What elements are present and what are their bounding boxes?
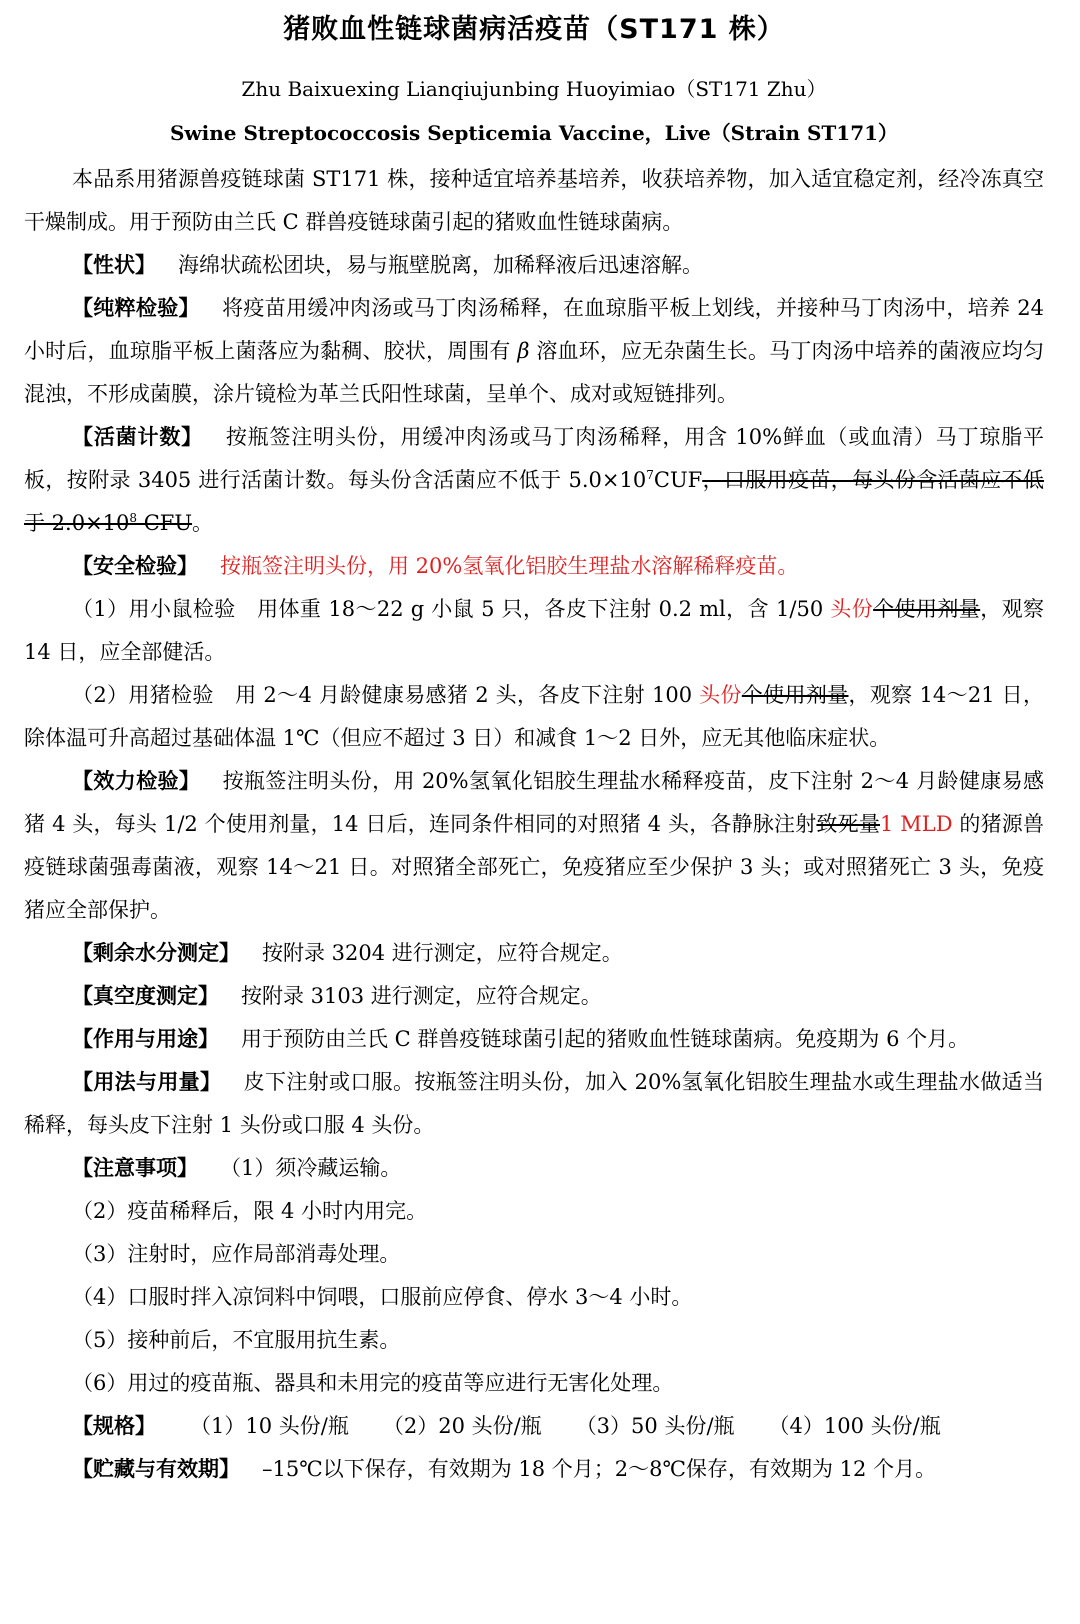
struck-oral-text-a: ，口服用疫苗，每头份含活菌应不低于 2.0×10 bbox=[24, 468, 1045, 535]
spec-item: （2）20 头份/瓶 bbox=[382, 1414, 542, 1438]
vacuum-section bbox=[24, 975, 1044, 1018]
potency-section bbox=[24, 760, 1044, 932]
pig-red-text: 头份 bbox=[699, 683, 742, 707]
mouse-text-b: ，观察 14 日，应全部健活。 bbox=[24, 597, 1045, 664]
viable-count-section bbox=[24, 416, 1044, 545]
mouse-struck-text: 个使用剂量 bbox=[873, 597, 981, 621]
precaution-item: （4）口服时拌入凉饲料中饲喂，口服前应停食、停水 3～4 小时。 bbox=[72, 1285, 693, 1309]
viable-count-label: 【活菌计数】 bbox=[72, 425, 203, 449]
intro-paragraph: 本品系用猪源兽疫链球菌 ST171 株，接种适宜培养基培养，收获培养物，加入适宜稳定剂，经冷冻真空干燥制成。用于预防由兰氏 C 群兽疫链球菌引起的猪败血性链球菌病。 bbox=[24, 167, 1044, 234]
storage-section bbox=[24, 1448, 1044, 1491]
safety-pig-test bbox=[24, 674, 1044, 760]
mouse-text-a: （1）用小鼠检验 用体重 18～22 g 小鼠 5 只，各皮下注射 0.2 ml，含 1/50 bbox=[72, 597, 831, 621]
purity-text-b: 溶血环，应无杂菌生长。马丁肉汤中培养的菌液应均匀混浊，不形成菌膜，涂片镜检为革兰氏阳性球菌，呈单个、成对或短链排列。 bbox=[24, 339, 1044, 406]
potency-text-b: 的猪源兽疫链球菌强毒菌液，观察 14～21 日。对照猪全部死亡，免疫猪应至少保护 3 头；或对照猪死亡 3 头，免疫猪应全部保护。 bbox=[24, 812, 1045, 922]
safety-red-text: 按瓶签注明头份，用 20%氢氧化铝胶生理盐水溶解稀释疫苗。 bbox=[220, 554, 799, 578]
exponent-8: 8 bbox=[129, 511, 138, 525]
spec-item: （1）10 头份/瓶 bbox=[190, 1414, 349, 1438]
viable-count-unit: CUF bbox=[653, 468, 703, 492]
pig-text-b: ，观察 14～21 日，除体温可升高超过基础体温 1℃（但应不超过 3 日）和减食 1～2 日外，应无其他临床症状。 bbox=[24, 683, 1045, 750]
purity-section bbox=[24, 287, 1044, 416]
exponent-7: 7 bbox=[646, 468, 654, 482]
precautions-label: 【注意事项】 bbox=[72, 1156, 198, 1180]
dosage-label: 【用法与用量】 bbox=[72, 1070, 222, 1094]
spec-item: （3）50 头份/瓶 bbox=[575, 1414, 735, 1438]
purity-label: 【纯粹检验】 bbox=[72, 296, 200, 320]
viable-count-text: 按瓶签注明头份，用缓冲肉汤或马丁肉汤稀释，用含 10%鲜血（或血清）马丁琼脂平板，按附录 3405 进行活菌计数。每头份含活菌应不低于 5.0×10 bbox=[24, 425, 1044, 492]
potency-text-a: 按瓶签注明头份，用 20%氢氧化铝胶生理盐水稀释疫苗，皮下注射 2～4 月龄健康易感猪 4 头，每头 1/2 个使用剂量，14 日后，连同条件相同的对照猪 4 头，各静脉注射 bbox=[24, 769, 1045, 836]
dosage-text: 皮下注射或口服。按瓶签注明头份，加入 20%氢氧化铝胶生理盐水或生理盐水做适当稀释，每头皮下注射 1 头份或口服 4 头份。 bbox=[24, 1070, 1045, 1137]
vacuum-label: 【真空度测定】 bbox=[72, 984, 219, 1008]
viable-count-end: 。 bbox=[192, 511, 214, 535]
precaution-item: （1）须冷藏运输。 bbox=[220, 1156, 402, 1180]
safety-section bbox=[24, 545, 1044, 588]
safety-label: 【安全检验】 bbox=[72, 554, 198, 578]
safety-mouse-test bbox=[24, 588, 1044, 674]
english-title: Swine Streptococcosis Septicemia Vaccine，Live（Strain ST171） bbox=[169, 121, 899, 145]
storage-text: –15℃以下保存，有效期为 18 个月；2～8℃保存，有效期为 12 个月。 bbox=[262, 1457, 937, 1481]
precaution-item: （6）用过的疫苗瓶、器具和未用完的疫苗等应进行无害化处理。 bbox=[72, 1371, 674, 1395]
purity-text-a: 将疫苗用缓冲肉汤或马丁肉汤稀释，在血琼脂平板上划线，并接种马丁肉汤中，培养 24 小时后，血琼脂平板上菌落应为黏稠、胶状，周围有 bbox=[24, 296, 1044, 363]
pig-struck-text: 个使用剂量 bbox=[741, 683, 849, 707]
struck-oral-unit: CFU bbox=[137, 511, 193, 535]
precaution-item: （2）疫苗稀释后，限 4 小时内用完。 bbox=[72, 1199, 428, 1223]
moisture-label: 【剩余水分测定】 bbox=[72, 941, 240, 965]
usage-text: 用于预防由兰氏 C 群兽疫链球菌引起的猪败血性链球菌病。免疫期为 6 个月。 bbox=[241, 1027, 970, 1051]
storage-label: 【贮藏与有效期】 bbox=[72, 1457, 240, 1481]
precaution-item: （5）接种前后，不宜服用抗生素。 bbox=[72, 1328, 401, 1352]
properties-text: 海绵状疏松团块，易与瓶壁脱离，加稀释液后迅速溶解。 bbox=[178, 253, 703, 277]
vacuum-text: 按附录 3103 进行测定，应符合规定。 bbox=[241, 984, 602, 1008]
pig-text-a: （2）用猪检验 用 2～4 月龄健康易感猪 2 头，各皮下注射 100 bbox=[72, 683, 700, 707]
specs-section bbox=[24, 1405, 1044, 1448]
properties-label: 【性状】 bbox=[72, 253, 156, 277]
specs-label: 【规格】 bbox=[72, 1414, 156, 1438]
document-title: 猪败血性链球菌病活疫苗（ST171 株） bbox=[283, 14, 785, 45]
potency-label: 【效力检验】 bbox=[72, 769, 201, 793]
usage-label: 【作用与用途】 bbox=[72, 1027, 219, 1051]
spec-item: （4）100 头份/瓶 bbox=[768, 1414, 941, 1438]
precaution-item: （3）注射时，应作局部消毒处理。 bbox=[72, 1242, 401, 1266]
moisture-text: 按附录 3204 进行测定，应符合规定。 bbox=[262, 941, 623, 965]
properties-section bbox=[24, 244, 1044, 287]
precautions-section bbox=[24, 1147, 1044, 1190]
usage-section bbox=[24, 1018, 1044, 1061]
pinyin-title: Zhu Baixuexing Lianqiujunbing Huoyimiao（ST171 Zhu） bbox=[241, 77, 827, 101]
moisture-section bbox=[24, 932, 1044, 975]
potency-red-text: 1 MLD bbox=[880, 812, 953, 836]
mouse-red-text: 头份 bbox=[830, 597, 874, 621]
potency-struck-text: 致死量 bbox=[816, 812, 881, 836]
dosage-section bbox=[24, 1061, 1044, 1147]
beta-symbol: β bbox=[517, 339, 530, 363]
